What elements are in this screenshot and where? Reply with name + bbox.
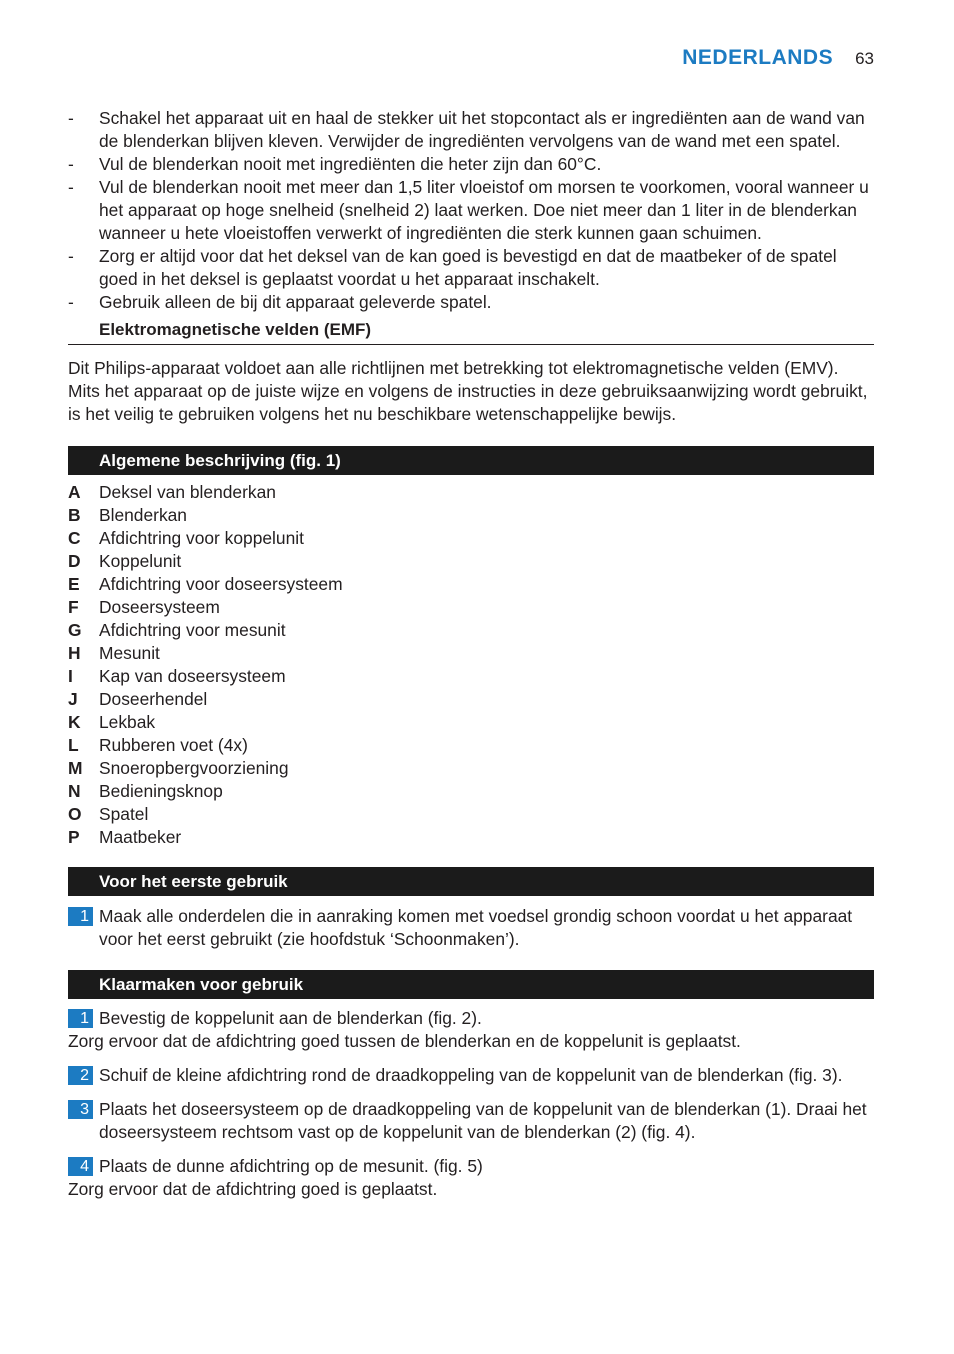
step-text: Bevestig de koppelunit aan de blenderkan (fig. 2). [99, 1008, 482, 1028]
step-note: Zorg ervoor dat de afdichtring goed tussen de blenderkan en de koppelunit is geplaatst. [68, 1031, 741, 1051]
list-item [68, 619, 874, 642]
warning-list [68, 107, 874, 314]
part-letter: M [68, 758, 83, 778]
step-number: 3 [68, 1100, 93, 1119]
list-item [68, 550, 874, 573]
description-heading: Algemene beschrijving (fig. 1) [68, 446, 874, 475]
part-letter: D [68, 551, 81, 571]
part-label: Rubberen voet (4x) [99, 735, 248, 755]
part-label: Blenderkan [99, 505, 187, 525]
part-letter: G [68, 620, 82, 640]
part-label: Kap van doseersysteem [99, 666, 286, 686]
step-text: Maak alle onderdelen die in aanraking komen met voedsel grondig schoon voordat u het apparaat voor het eerst gebruikt (zie hoofdstuk ‘Schoonmaken’). [99, 906, 853, 949]
dash-marker: - [68, 108, 74, 128]
part-label: Maatbeker [99, 827, 182, 847]
part-letter: P [68, 827, 80, 847]
first-use-heading: Voor het eerste gebruik [68, 867, 874, 896]
part-label: Mesunit [99, 643, 160, 663]
dash-marker: - [68, 246, 74, 266]
part-label: Spatel [99, 804, 149, 824]
language-label: NEDERLANDS [682, 46, 834, 69]
step-item [68, 1007, 874, 1030]
part-label: Doseerhendel [99, 689, 208, 709]
list-item [68, 688, 874, 711]
page-header [682, 46, 874, 70]
part-letter: B [68, 505, 81, 525]
step-text: Plaats de dunne afdichtring op de mesunit. (fig. 5) [99, 1156, 483, 1176]
part-label: Afdichtring voor mesunit [99, 620, 286, 640]
step-item [68, 1098, 874, 1144]
part-label: Snoeropbergvoorziening [99, 758, 289, 778]
part-label: Deksel van blenderkan [99, 482, 276, 502]
list-item-text: Schakel het apparaat uit en haal de stekker uit het stopcontact als er ingrediënten aan de wand van de blenderkan blijven kleven. Verwijder de ingrediënten vervolgens van de wand met een spatel. [99, 108, 865, 151]
list-item [68, 245, 874, 291]
list-item [68, 573, 874, 596]
list-item [68, 596, 874, 619]
step-item [68, 1155, 874, 1178]
list-item [68, 481, 874, 504]
step-number: 2 [68, 1066, 93, 1085]
emf-heading: Elektromagnetische velden (EMF) [68, 319, 874, 345]
part-letter: K [68, 712, 81, 732]
list-item-text: Gebruik alleen de bij dit apparaat geleverde spatel. [99, 292, 492, 312]
list-item [68, 504, 874, 527]
dash-marker: - [68, 154, 74, 174]
page-content [68, 107, 874, 1201]
step-number: 4 [68, 1157, 93, 1176]
part-label: Koppelunit [99, 551, 182, 571]
list-item [68, 734, 874, 757]
part-letter: C [68, 528, 81, 548]
part-label: Doseersysteem [99, 597, 220, 617]
list-item [68, 107, 874, 153]
part-letter: E [68, 574, 80, 594]
list-item [68, 153, 874, 176]
list-item [68, 291, 874, 314]
list-item-text: Vul de blenderkan nooit met meer dan 1,5 liter vloeistof om morsen te voorkomen, vooral wanneer u het apparaat op hoge snelheid (snelheid 2) laat werken. Doe niet meer dan 1 liter in de blenderkan wanneer u hete vloeistoffen verwerkt of ingrediënten die sterk kunnen gaan schuimen. [99, 177, 869, 243]
part-letter: A [68, 482, 81, 502]
list-item [68, 826, 874, 849]
part-label: Bedieningsknop [99, 781, 223, 801]
list-item-text: Vul de blenderkan nooit met ingrediënten die heter zijn dan 60°C. [99, 154, 602, 174]
list-item [68, 780, 874, 803]
part-letter: I [68, 666, 73, 686]
list-item [68, 757, 874, 780]
list-item [68, 642, 874, 665]
list-item [68, 711, 874, 734]
step-number: 1 [68, 1009, 93, 1028]
list-item-text: Zorg er altijd voor dat het deksel van de kan goed is bevestigd en dat de maatbeker of de spatel goed in het deksel is geplaatst voordat u het apparaat inschakelt. [99, 246, 837, 289]
page-number: 63 [855, 49, 874, 68]
dash-marker: - [68, 292, 74, 312]
list-item [68, 176, 874, 245]
parts-list [68, 481, 874, 849]
part-letter: F [68, 597, 79, 617]
part-letter: N [68, 781, 81, 801]
part-letter: H [68, 643, 81, 663]
list-item [68, 527, 874, 550]
part-label: Afdichtring voor koppelunit [99, 528, 304, 548]
part-letter: O [68, 804, 82, 824]
step-text: Plaats het doseersysteem op de draadkoppeling van de koppelunit van de blenderkan (1). Draai het doseersysteem rechtsom vast op de koppelunit van de blenderkan (2) (fig. 4). [99, 1099, 867, 1142]
part-letter: L [68, 735, 79, 755]
part-label: Afdichtring voor doseersysteem [99, 574, 343, 594]
dash-marker: - [68, 177, 74, 197]
step-item [68, 905, 874, 951]
step-note: Zorg ervoor dat de afdichtring goed is geplaatst. [68, 1179, 438, 1199]
list-item [68, 803, 874, 826]
step-text: Schuif de kleine afdichtring rond de draadkoppeling van de koppelunit van de blenderkan (fig. 3). [99, 1065, 843, 1085]
part-label: Lekbak [99, 712, 156, 732]
list-item [68, 665, 874, 688]
prepare-heading: Klaarmaken voor gebruik [68, 970, 874, 999]
part-letter: J [68, 689, 78, 709]
emf-paragraph: Dit Philips-apparaat voldoet aan alle richtlijnen met betrekking tot elektromagnetische velden (EMV). Mits het apparaat op de juiste wijze en volgens de instructies in deze gebruiksaanwijzing wordt gebruikt, is het veilig te gebruiken volgens het nu beschikbare wetenschappelijke bewijs. [68, 358, 868, 424]
step-item [68, 1064, 874, 1087]
step-number: 1 [68, 907, 93, 926]
